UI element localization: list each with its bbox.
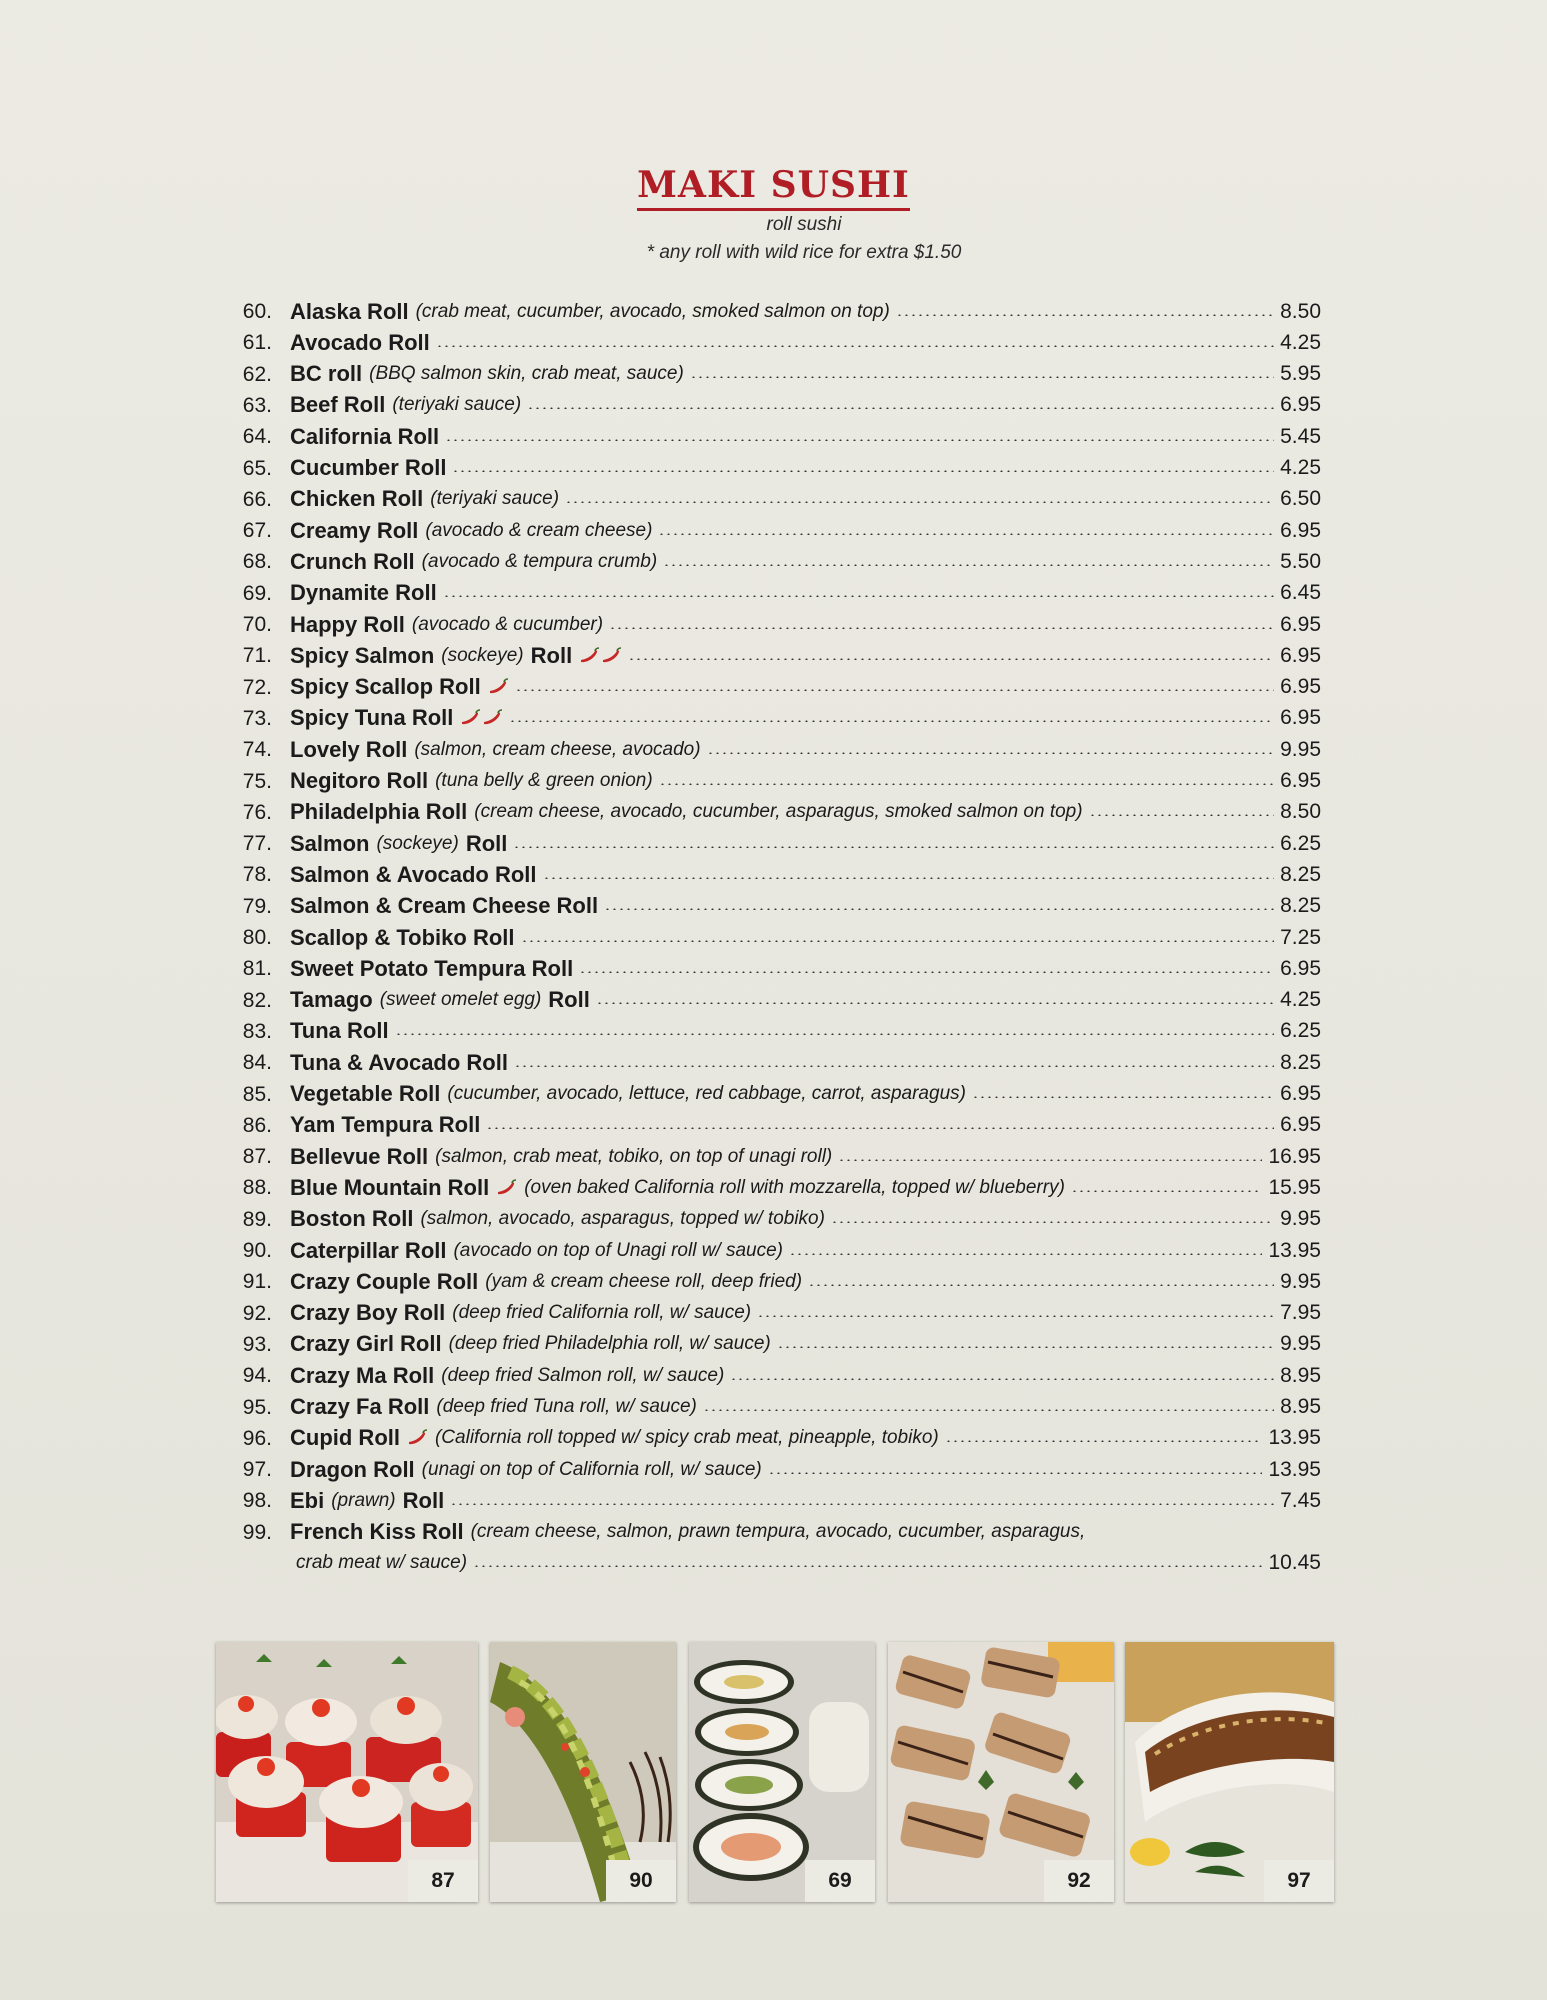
item-description: (deep fried Tuna roll, w/ sauce) — [436, 1396, 697, 1417]
item-price: 6.95 — [1280, 393, 1321, 417]
item-price: 8.50 — [1280, 299, 1321, 323]
item-price: 6.95 — [1280, 706, 1321, 730]
menu-item — [0, 1454, 1547, 1485]
leader-dots — [808, 1284, 1274, 1286]
item-description: (deep fried Philadelphia roll, w/ sauce) — [448, 1333, 771, 1355]
item-price: 6.25 — [1280, 831, 1321, 855]
item-price: 9.95 — [1280, 1332, 1321, 1356]
item-line — [290, 1485, 1321, 1516]
item-number: 91. — [242, 1270, 272, 1294]
item-number: 95. — [242, 1395, 272, 1419]
item-line — [290, 1016, 1321, 1047]
menu-item — [0, 296, 1547, 327]
leader-dots — [445, 439, 1274, 441]
item-description: (avocado on top of Unagi roll w/ sauce) — [453, 1239, 783, 1261]
item-line — [290, 1454, 1321, 1485]
item-line — [290, 359, 1321, 390]
item-price: 7.25 — [1280, 925, 1321, 949]
item-name: California Roll — [290, 423, 440, 449]
item-number: 69. — [242, 581, 272, 605]
item-description: (deep fried California roll, w/ sauce) — [452, 1302, 752, 1324]
item-price: 6.25 — [1280, 1019, 1321, 1043]
item-number: 73. — [242, 706, 272, 730]
item-number: 94. — [242, 1364, 272, 1388]
item-name: Creamy Roll — [290, 517, 419, 543]
item-name: Boston Roll — [290, 1206, 414, 1232]
item-description: (cream cheese, avocado, cucumber, asparagus, smoked salmon on top) — [474, 801, 1083, 823]
item-name: Salmon & Avocado Roll — [290, 861, 537, 887]
menu-item — [0, 1047, 1547, 1078]
item-name-suffix: Roll — [530, 642, 573, 668]
leader-dots — [777, 1346, 1274, 1348]
leader-dots — [515, 689, 1274, 691]
item-line — [290, 1204, 1321, 1235]
leader-dots — [543, 877, 1275, 879]
item-description: (tuna belly & green onion) — [435, 770, 653, 791]
item-price: 5.50 — [1280, 549, 1321, 573]
item-name: Cucumber Roll — [290, 455, 447, 480]
item-name: BC roll — [290, 361, 363, 387]
menu-item — [0, 1360, 1547, 1391]
leader-dots — [945, 1440, 1263, 1442]
item-name: Tamago — [290, 987, 373, 1013]
item-number: 82. — [242, 988, 272, 1012]
leader-dots — [452, 470, 1274, 472]
item-line — [290, 1360, 1321, 1391]
item-number: 62. — [242, 362, 272, 386]
chili-pepper-icon — [406, 1429, 428, 1447]
section-title: MAKI SUSHI — [0, 164, 1547, 206]
item-name: Dragon Roll — [290, 1456, 415, 1482]
item-number: 99. — [242, 1520, 272, 1544]
menu-item — [0, 1485, 1547, 1516]
item-name: Tuna Roll — [290, 1018, 389, 1044]
item-name: Scallop & Tobiko Roll — [290, 924, 515, 950]
leader-dots — [579, 971, 1274, 973]
item-price: 13.95 — [1268, 1457, 1321, 1481]
leader-dots — [768, 1472, 1263, 1474]
leader-dots — [659, 783, 1274, 785]
item-line — [290, 296, 1321, 327]
item-line — [290, 766, 1321, 797]
item-description: (sockeye) — [441, 644, 524, 666]
item-line — [290, 1110, 1321, 1141]
item-name: Sweet Potato Tempura Roll — [290, 955, 574, 981]
item-name: Spicy Scallop Roll — [290, 674, 481, 700]
photo-label: 69 — [805, 1860, 875, 1902]
item-name-suffix: Roll — [465, 830, 508, 856]
item-price: 6.95 — [1280, 518, 1321, 542]
item-line — [290, 1392, 1321, 1423]
item-name: French Kiss Roll — [290, 1519, 464, 1545]
menu-item — [0, 1110, 1547, 1141]
item-price: 6.45 — [1280, 581, 1321, 605]
item-price: 9.95 — [1280, 1207, 1321, 1231]
chili-pepper-icon — [459, 709, 503, 727]
menu-item — [0, 1016, 1547, 1047]
menu-item — [0, 390, 1547, 421]
item-name: Yam Tempura Roll — [290, 1112, 481, 1138]
item-description: (cucumber, avocado, lettuce, red cabbage, carrot, asparagus) — [447, 1083, 966, 1104]
item-name: Salmon — [290, 830, 370, 856]
item-number: 70. — [242, 613, 272, 636]
item-number: 74. — [242, 738, 272, 762]
item-name: Crazy Couple Roll — [290, 1268, 479, 1294]
leader-dots — [658, 533, 1274, 535]
leader-dots — [896, 314, 1274, 316]
leader-dots — [514, 1065, 1274, 1067]
menu-item — [0, 1141, 1547, 1172]
item-name: Blue Mountain Roll — [290, 1174, 490, 1200]
item-description: (yam & cream cheese roll, deep fried) — [485, 1270, 803, 1292]
menu-item — [0, 891, 1547, 922]
item-description: (unagi on top of California roll, w/ sauce) — [421, 1458, 762, 1480]
menu-item — [0, 484, 1547, 515]
leader-dots — [450, 1503, 1274, 1505]
item-price: 6.50 — [1280, 487, 1321, 511]
menu-item — [0, 640, 1547, 671]
item-line — [290, 672, 1321, 703]
menu-item — [0, 1172, 1547, 1203]
item-price: 6.95 — [1280, 956, 1321, 980]
item-description: (sweet omelet egg) — [379, 989, 542, 1011]
menu-item — [0, 1204, 1547, 1235]
item-price: 4.25 — [1280, 330, 1321, 354]
item-line — [290, 1266, 1321, 1297]
item-line — [290, 515, 1321, 546]
item-name: Negitoro Roll — [290, 768, 429, 793]
item-description: (BBQ salmon skin, crab meat, sauce) — [369, 363, 684, 385]
item-price: 6.95 — [1280, 643, 1321, 667]
item-price: 4.25 — [1280, 988, 1321, 1012]
item-number: 68. — [242, 550, 272, 574]
item-line — [290, 1047, 1321, 1078]
item-number: 98. — [242, 1489, 272, 1513]
menu-item — [0, 1392, 1547, 1423]
chili-pepper-icon — [487, 678, 509, 696]
menu-item — [0, 734, 1547, 765]
item-number: 93. — [242, 1332, 272, 1356]
leader-dots — [1071, 1190, 1263, 1192]
item-number: 81. — [242, 957, 272, 981]
leader-dots — [609, 627, 1274, 629]
leader-dots — [443, 595, 1274, 597]
menu-item — [0, 453, 1547, 484]
item-number: 85. — [242, 1082, 272, 1106]
item-description: (sockeye) — [376, 832, 459, 854]
photo-strip — [216, 1642, 1334, 1902]
photo-label: 90 — [606, 1860, 676, 1902]
item-description: (deep fried Salmon roll, w/ sauce) — [441, 1364, 725, 1386]
item-line — [290, 1517, 1321, 1548]
item-price: 6.95 — [1280, 612, 1321, 636]
item-line — [290, 1172, 1321, 1203]
item-name-suffix: Roll — [402, 1487, 445, 1513]
leader-dots — [604, 908, 1274, 910]
photo-bellevue-roll — [216, 1642, 478, 1902]
menu-item — [0, 546, 1547, 577]
item-number: 90. — [242, 1239, 272, 1262]
item-number: 83. — [242, 1019, 272, 1043]
item-line — [290, 703, 1321, 734]
item-number: 75. — [242, 769, 272, 793]
menu-item — [0, 578, 1547, 609]
item-price: 8.25 — [1280, 862, 1321, 886]
item-number: 65. — [242, 456, 272, 480]
photo-dynamite-roll — [689, 1642, 875, 1902]
leader-dots — [628, 658, 1274, 660]
item-line — [290, 1329, 1321, 1360]
menu-item — [0, 1329, 1547, 1360]
item-number: 61. — [242, 331, 272, 355]
item-line — [290, 578, 1321, 609]
item-price: 5.95 — [1280, 362, 1321, 386]
item-name: Spicy Salmon — [290, 642, 435, 668]
item-line — [290, 1298, 1321, 1329]
item-number: 67. — [242, 519, 272, 543]
item-name: Avocado Roll — [290, 329, 430, 355]
wild-rice-note: * any roll with wild rice for extra $1.50 — [646, 242, 962, 263]
item-name: Crazy Girl Roll — [290, 1331, 442, 1357]
menu-item — [0, 421, 1547, 452]
item-line — [290, 953, 1321, 984]
item-line — [290, 922, 1321, 953]
leader-dots — [565, 501, 1274, 503]
item-description: (avocado & tempura crumb) — [421, 550, 658, 572]
menu-item — [0, 922, 1547, 953]
item-name: Cupid Roll — [290, 1425, 400, 1451]
leader-dots — [703, 1409, 1274, 1411]
item-line — [290, 640, 1321, 671]
leader-dots — [473, 1565, 1262, 1567]
leader-dots — [436, 345, 1274, 347]
chili-pepper-icon — [495, 1179, 517, 1197]
item-line — [290, 390, 1321, 421]
menu-item — [0, 1079, 1547, 1110]
item-name: Bellevue Roll — [290, 1143, 429, 1169]
item-price: 9.95 — [1280, 1269, 1321, 1293]
item-name: Tuna & Avocado Roll — [290, 1049, 508, 1075]
item-line — [290, 546, 1321, 577]
item-price: 7.45 — [1280, 1488, 1321, 1512]
leader-dots — [690, 376, 1274, 378]
leader-dots — [831, 1221, 1274, 1223]
item-line — [290, 1423, 1321, 1454]
item-description: (cream cheese, salmon, prawn tempura, avocado, cucumber, asparagus, — [470, 1521, 1086, 1543]
leader-dots — [486, 1127, 1274, 1129]
leader-dots — [509, 720, 1274, 722]
item-price: 5.45 — [1280, 424, 1321, 448]
item-price: 4.25 — [1280, 456, 1321, 479]
item-price: 8.25 — [1280, 894, 1321, 918]
menu-item — [0, 1517, 1547, 1579]
item-price: 9.95 — [1280, 737, 1321, 761]
item-line — [290, 609, 1321, 640]
menu-item — [0, 359, 1547, 390]
item-line — [290, 1079, 1321, 1110]
item-name: Philadelphia Roll — [290, 799, 468, 825]
leader-dots — [838, 1159, 1262, 1161]
item-number: 80. — [242, 926, 272, 949]
item-name: Lovely Roll — [290, 736, 408, 762]
item-number: 63. — [242, 393, 272, 417]
item-description: (salmon, cream cheese, avocado) — [414, 738, 701, 760]
photo-label: 87 — [408, 1860, 478, 1902]
item-line — [290, 985, 1321, 1016]
leader-dots — [1089, 814, 1275, 816]
item-description: (crab meat, cucumber, avocado, smoked salmon on top) — [415, 300, 890, 322]
menu-item — [0, 859, 1547, 890]
item-name: Ebi — [290, 1487, 325, 1513]
leader-dots — [757, 1315, 1274, 1317]
item-number: 77. — [242, 832, 272, 856]
item-price: 6.95 — [1280, 675, 1321, 699]
item-number: 64. — [242, 425, 272, 449]
item-name: Caterpillar Roll — [290, 1237, 447, 1263]
photo-dragon-roll — [1125, 1642, 1334, 1902]
menu-item — [0, 327, 1547, 358]
item-description: (oven baked California roll with mozzarella, topped w/ blueberry) — [524, 1176, 1065, 1198]
item-name: Alaska Roll — [290, 298, 409, 324]
menu-item — [0, 1266, 1547, 1297]
item-number: 87. — [242, 1145, 272, 1169]
item-line — [290, 797, 1321, 828]
item-line — [290, 327, 1321, 358]
item-price: 8.50 — [1280, 800, 1321, 824]
menu-item — [0, 1423, 1547, 1454]
leader-dots — [395, 1033, 1275, 1035]
chili-pepper-icon — [578, 647, 622, 665]
item-name: Crunch Roll — [290, 548, 415, 574]
item-line — [290, 891, 1321, 922]
item-name: Crazy Fa Roll — [290, 1394, 430, 1419]
item-number: 96. — [242, 1426, 272, 1450]
item-number: 84. — [242, 1051, 272, 1075]
item-number: 92. — [242, 1301, 272, 1325]
photo-label: 92 — [1044, 1860, 1114, 1902]
item-line — [290, 421, 1321, 452]
item-line-continued — [296, 1548, 1321, 1579]
item-number: 97. — [242, 1458, 272, 1482]
item-description: (prawn) — [331, 1489, 396, 1511]
leader-dots — [789, 1253, 1262, 1255]
menu-item — [0, 797, 1547, 828]
menu-item — [0, 672, 1547, 703]
menu-item — [0, 515, 1547, 546]
item-number: 86. — [242, 1113, 272, 1137]
leader-dots — [972, 1096, 1274, 1098]
item-price: 8.25 — [1280, 1050, 1321, 1074]
item-name-suffix: Roll — [548, 987, 590, 1013]
photo-crazy-boy-roll — [888, 1642, 1114, 1902]
item-price: 13.95 — [1268, 1426, 1321, 1450]
item-line — [290, 1235, 1321, 1266]
item-description: (avocado & cucumber) — [411, 613, 604, 635]
item-description: (teriyaki sauce) — [392, 394, 522, 416]
menu-item — [0, 609, 1547, 640]
item-price: 8.95 — [1280, 1395, 1321, 1418]
item-description: (California roll topped w/ spicy crab meat, pineapple, tobiko) — [434, 1427, 939, 1449]
item-price: 10.45 — [1268, 1551, 1321, 1575]
leader-dots — [730, 1378, 1274, 1380]
item-name: Chicken Roll — [290, 486, 424, 512]
item-name: Beef Roll — [290, 392, 386, 418]
item-number: 89. — [242, 1207, 272, 1231]
item-description-continued: crab meat w/ sauce) — [296, 1552, 468, 1574]
item-price: 16.95 — [1268, 1144, 1321, 1168]
photo-label: 97 — [1264, 1860, 1334, 1902]
leader-dots — [707, 752, 1275, 754]
item-name: Salmon & Cream Cheese Roll — [290, 893, 599, 919]
item-number: 78. — [242, 863, 272, 887]
item-number: 72. — [242, 675, 272, 699]
menu-item — [0, 1298, 1547, 1329]
leader-dots — [596, 1002, 1274, 1004]
item-line — [290, 484, 1321, 515]
item-name: Dynamite Roll — [290, 580, 437, 606]
menu-item — [0, 1235, 1547, 1266]
item-description: (avocado & cream cheese) — [425, 519, 653, 541]
item-name: Spicy Tuna Roll — [290, 705, 454, 731]
menu-item — [0, 828, 1547, 859]
item-number: 79. — [242, 894, 272, 918]
leader-dots — [527, 407, 1274, 409]
item-price: 6.95 — [1280, 769, 1321, 792]
menu-item — [0, 985, 1547, 1016]
item-number: 76. — [242, 800, 272, 824]
item-number: 60. — [242, 300, 272, 323]
section-subtitle: roll sushi — [766, 214, 842, 235]
item-price: 6.95 — [1280, 1113, 1321, 1137]
item-line — [290, 828, 1321, 859]
item-price: 13.95 — [1268, 1238, 1321, 1262]
menu-item — [0, 766, 1547, 797]
menu-item — [0, 703, 1547, 734]
item-price: 6.95 — [1280, 1082, 1321, 1105]
photo-caterpillar-roll — [490, 1642, 676, 1902]
item-description: (teriyaki sauce) — [430, 488, 560, 510]
item-number: 71. — [242, 644, 272, 668]
leader-dots — [521, 940, 1275, 942]
item-name: Crazy Boy Roll — [290, 1300, 446, 1326]
item-description: (salmon, crab meat, tobiko, on top of unagi roll) — [435, 1145, 833, 1167]
item-price: 8.95 — [1280, 1363, 1321, 1387]
item-line — [290, 1141, 1321, 1172]
leader-dots — [513, 846, 1274, 848]
item-description: (salmon, avocado, asparagus, topped w/ tobiko) — [420, 1208, 825, 1230]
item-number: 88. — [242, 1176, 272, 1200]
leader-dots — [663, 564, 1274, 566]
item-name: Vegetable Roll — [290, 1081, 441, 1106]
item-price: 7.95 — [1280, 1301, 1321, 1325]
item-name: Crazy Ma Roll — [290, 1362, 435, 1388]
item-line — [290, 734, 1321, 765]
item-name: Happy Roll — [290, 611, 405, 637]
item-number: 66. — [242, 487, 272, 511]
menu-item — [0, 953, 1547, 984]
item-line — [290, 859, 1321, 890]
item-line — [290, 453, 1321, 484]
item-price: 15.95 — [1268, 1175, 1321, 1199]
